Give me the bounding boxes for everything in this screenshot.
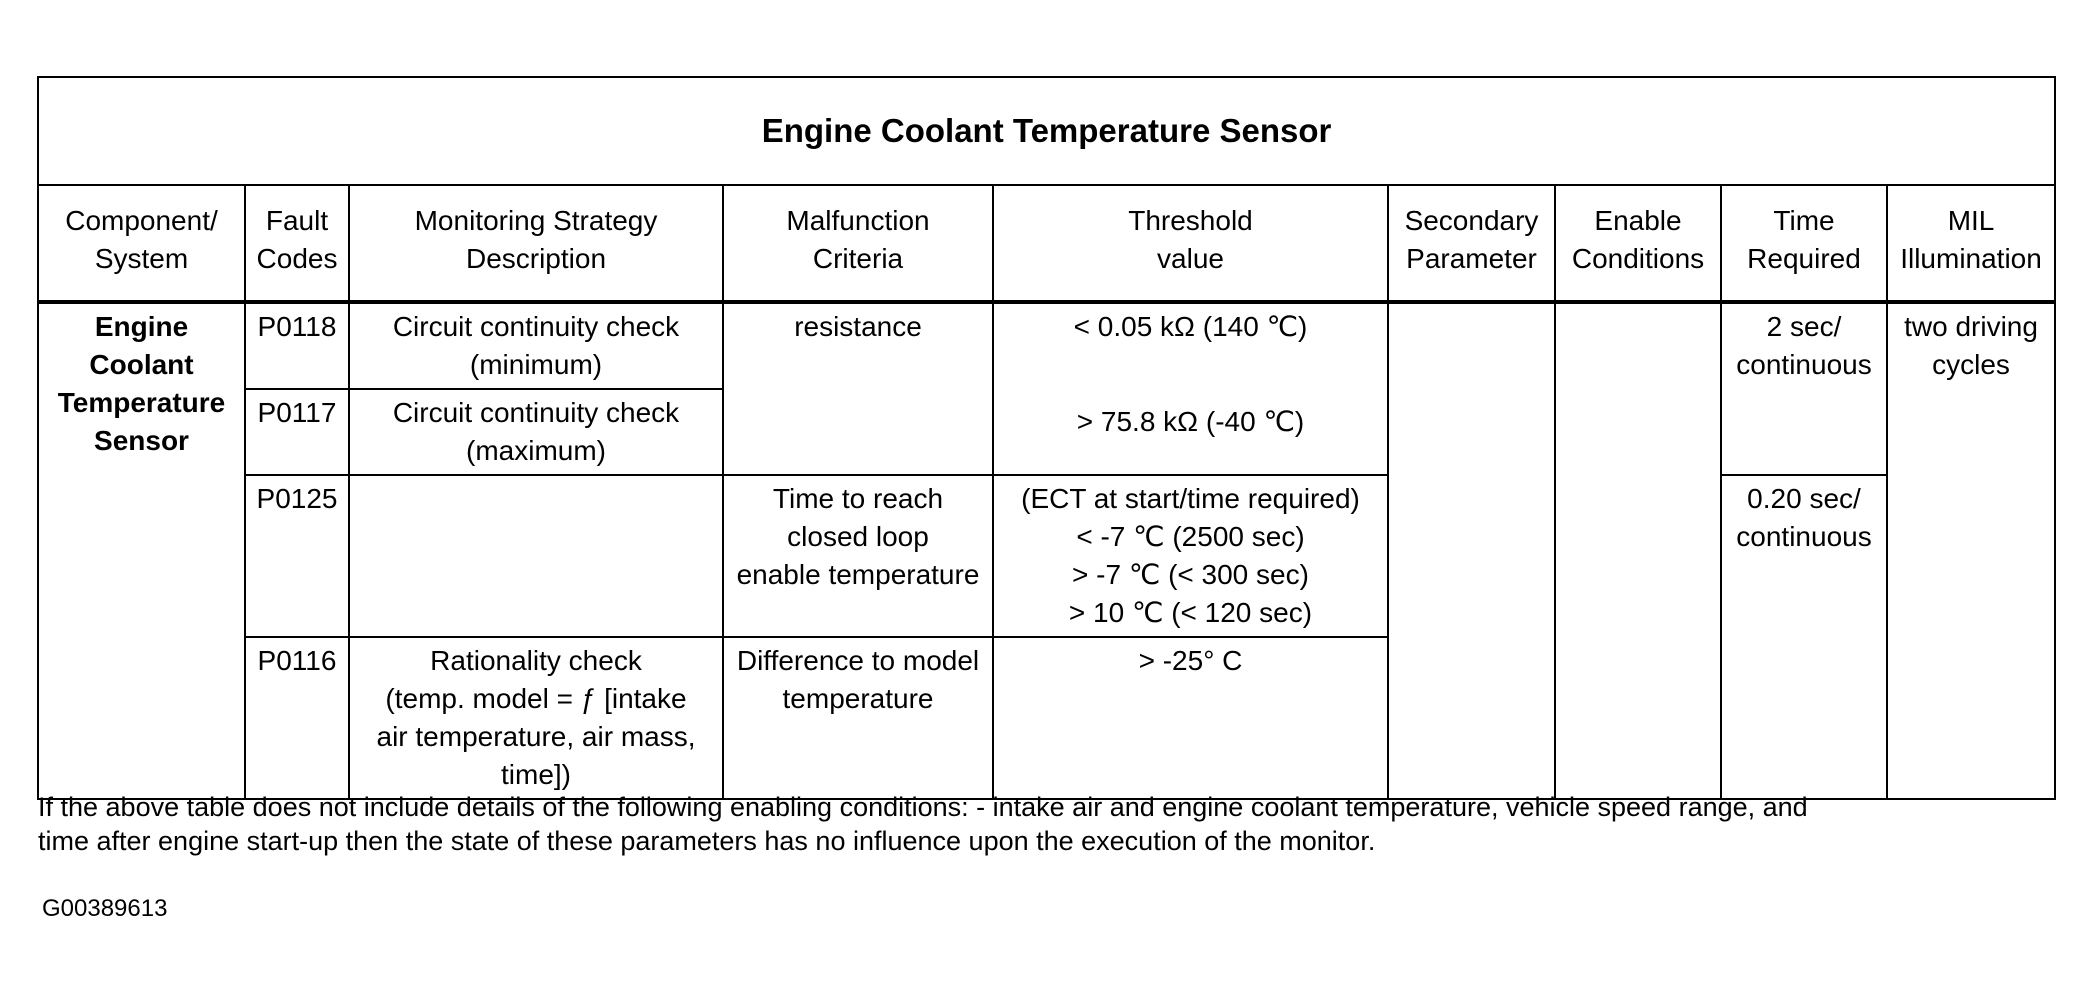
enable-conditions-cell — [1555, 302, 1721, 799]
header-enable-conditions: Enable Conditions — [1555, 185, 1721, 302]
header-fault-codes: Fault Codes — [245, 185, 349, 302]
table-row — [38, 475, 2055, 637]
criteria-cell: Time to reach closed loop enable temperature — [723, 475, 993, 637]
criteria-cell: resistance — [723, 302, 993, 475]
time-required-cell: 2 sec/ continuous — [1721, 302, 1887, 475]
fault-code: P0116 — [245, 637, 349, 799]
strategy-cell: Rationality check (temp. model = ƒ [intake air temperature, air mass, time]) — [349, 637, 723, 799]
footnote: If the above table does not include details of the following enabling conditions: - intake air and engine coolant temperature, vehicle speed range, and time after engine start-up then the state of these parameters has no influence upon the execution of the monitor. — [38, 792, 1808, 856]
mil-cell: two driving cycles — [1887, 302, 2055, 799]
ect-sensor-table — [37, 76, 2056, 800]
criteria-cell: Difference to model temperature — [723, 637, 993, 799]
strategy-cell: Circuit continuity check (maximum) — [349, 389, 723, 475]
figure-id: G00389613 — [42, 895, 168, 922]
fault-code: P0117 — [245, 389, 349, 475]
header-monitoring-strategy: Monitoring Strategy Description — [349, 185, 723, 302]
table-title: Engine Coolant Temperature Sensor — [38, 77, 2055, 185]
header-component: Component/ System — [38, 185, 245, 302]
threshold-cell: > -25° C — [993, 637, 1388, 799]
strategy-cell — [349, 475, 723, 637]
header-secondary-parameter: Secondary Parameter — [1388, 185, 1555, 302]
threshold-cell: (ECT at start/time required) < -7 ℃ (2500 sec) > -7 ℃ (< 300 sec) > 10 ℃ (< 120 sec) — [993, 475, 1388, 637]
header-time-required: Time Required — [1721, 185, 1887, 302]
threshold-cell: > 75.8 kΩ (-40 ℃) — [993, 389, 1388, 475]
component-cell: Engine Coolant Temperature Sensor — [38, 302, 245, 799]
header-threshold: Threshold value — [993, 185, 1388, 302]
table-row — [38, 302, 2055, 389]
time-required-cell: 0.20 sec/ continuous — [1721, 475, 1887, 799]
fault-code: P0125 — [245, 475, 349, 637]
fault-code: P0118 — [245, 302, 349, 389]
threshold-cell: < 0.05 kΩ (140 ℃) — [993, 302, 1388, 389]
header-malfunction-criteria: Malfunction Criteria — [723, 185, 993, 302]
header-row — [38, 185, 2055, 302]
strategy-cell: Circuit continuity check (minimum) — [349, 302, 723, 389]
secondary-parameter-cell — [1388, 302, 1555, 799]
header-mil: MIL Illumination — [1887, 185, 2055, 302]
